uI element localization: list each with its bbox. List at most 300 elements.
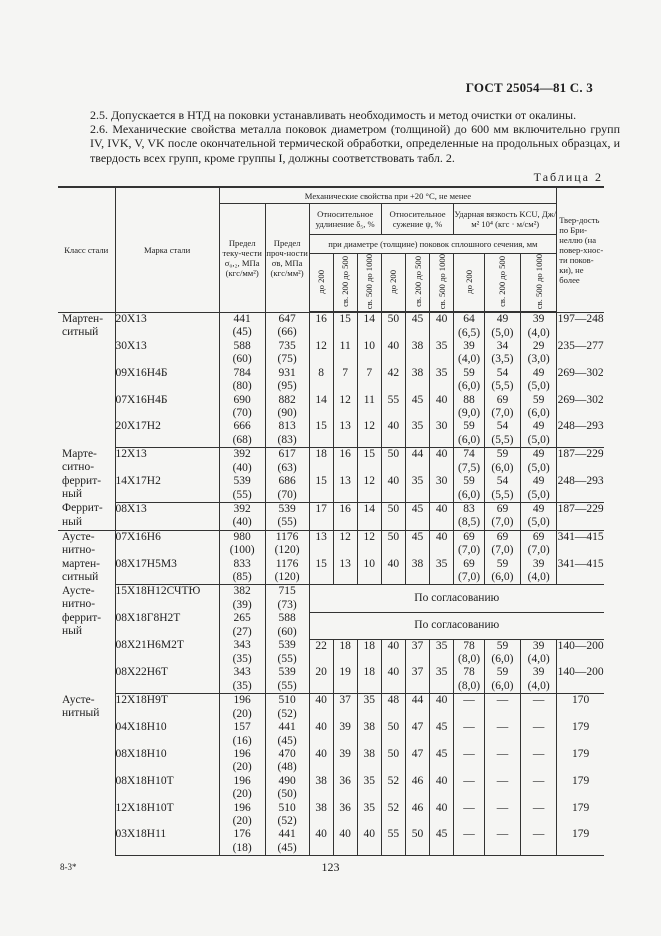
value-kgf: (4,0) (527, 653, 550, 666)
contraction: 45 (405, 530, 429, 557)
elongation: 13 (333, 558, 357, 585)
hardness: 341—415 (557, 530, 604, 557)
impact-strength (521, 502, 557, 530)
value: 49 (532, 448, 545, 461)
contraction: 40 (430, 502, 454, 530)
impact-strength (521, 340, 557, 367)
value-kgf: (6,0) (527, 407, 550, 420)
value-kgf: (6,0) (457, 433, 481, 446)
value: 735 (278, 340, 296, 353)
steel-brand: 07Х16Н4Б (115, 394, 219, 421)
yield-strength (219, 448, 265, 475)
value: 49 (532, 366, 545, 379)
elongation: 14 (357, 502, 381, 530)
value-kgf: (90) (277, 407, 297, 420)
value: 69 (496, 530, 509, 543)
header-hardness: Твер-дость по Бри-неллю (на повер-хнос-ти поков-ки), не более (557, 187, 604, 312)
value: 59 (496, 666, 509, 679)
yield-strength (219, 639, 265, 666)
value-kgf: (95) (277, 380, 297, 393)
elongation: 7 (357, 367, 381, 394)
contraction: 35 (405, 420, 429, 447)
contraction: 40 (430, 802, 454, 829)
elongation: 12 (357, 530, 381, 557)
page-header: ГОСТ 25054—81 С. 3 (465, 80, 593, 95)
contraction: 47 (405, 721, 429, 748)
impact-strength (454, 828, 485, 855)
steel-brand: 12Х18Н9Т (115, 694, 219, 721)
value: 617 (278, 448, 296, 461)
value: 69 (496, 393, 509, 406)
yield-strength (219, 475, 265, 502)
impact-strength (454, 748, 485, 775)
elongation: 13 (333, 420, 357, 447)
value: — (532, 774, 545, 787)
hardness: 269—302 (557, 367, 604, 394)
contraction: 50 (381, 748, 405, 775)
steel-class: Аусте-нитно-мартен-ситный (58, 530, 115, 585)
value: 588 (233, 340, 251, 353)
table-caption: Таблица 2 (533, 170, 603, 184)
sub-header: до 200 (309, 254, 333, 313)
yield-strength (219, 530, 265, 557)
contraction: 40 (430, 448, 454, 475)
steel-class: Марте-ситно-феррит-ный (58, 448, 115, 503)
tensile-strength (265, 448, 309, 475)
paragraph-2-6: 2.6. Механические свойства металла поковок диаметром (толщиной) до 600 мм включительно групп IV, IVK, V, VK после окончательной термической обработки, определенные на продольных образцах, и твердость всех групп, кроме группы I, должны соответствовать табл. 2. (90, 122, 620, 165)
impact-strength (521, 721, 557, 748)
yield-strength (219, 312, 265, 340)
impact-strength (454, 502, 485, 530)
value: 64 (463, 313, 475, 326)
value-kgf: (5,0) (527, 380, 550, 393)
table-row (58, 367, 604, 394)
value-kgf: (4,0) (527, 570, 550, 583)
elongation: 7 (333, 367, 357, 394)
contraction: 46 (405, 802, 429, 829)
value: 54 (496, 475, 509, 488)
tensile-strength (265, 312, 309, 340)
yield-strength (219, 420, 265, 447)
tensile-strength (265, 666, 309, 693)
elongation: 40 (309, 694, 333, 721)
value-kgf: (5,0) (527, 461, 550, 474)
value: 39 (532, 666, 545, 679)
footer-mark: 8-3* (60, 862, 77, 872)
tensile-strength (265, 585, 309, 612)
steel-brand: 20Х13 (115, 312, 219, 340)
header-diameter: при диаметре (толщине) поковок сплошного сечения, мм (309, 235, 557, 254)
value-kgf: (5,0) (527, 433, 550, 446)
hardness: 179 (557, 748, 604, 775)
table-body (58, 312, 604, 855)
steel-brand: 08Х18Н10 (115, 748, 219, 775)
impact-strength (484, 367, 520, 394)
contraction: 48 (381, 694, 405, 721)
impact-strength (454, 367, 485, 394)
value-kgf: (85) (232, 570, 252, 583)
yield-strength (219, 340, 265, 367)
table-row (58, 530, 604, 557)
value-kgf: (9,0) (457, 407, 481, 420)
elongation: 40 (309, 828, 333, 855)
contraction: 50 (381, 530, 405, 557)
yield-strength (219, 502, 265, 530)
value-kgf: (5,0) (527, 488, 550, 501)
table-row (58, 828, 604, 855)
value: 88 (463, 393, 475, 406)
value: 539 (278, 666, 296, 679)
header-contraction: Относительное сужение ψ, % (381, 204, 453, 235)
table-row (58, 721, 604, 748)
value-kgf: (50) (277, 788, 297, 801)
value: 686 (278, 475, 296, 488)
hardness: 140—200 (557, 666, 604, 693)
value: — (532, 694, 545, 707)
contraction: 44 (405, 448, 429, 475)
value: — (463, 694, 475, 707)
steel-class: Аусте-нитный (58, 694, 115, 856)
value-kgf: (60) (277, 625, 297, 638)
value-kgf: (5,5) (491, 380, 514, 393)
hardness: 197—248 (557, 312, 604, 340)
value-kgf: (40) (232, 516, 252, 529)
impact-strength (454, 394, 485, 421)
elongation: 13 (333, 475, 357, 502)
value-kgf: (80) (232, 380, 252, 393)
value-kgf: (68) (232, 433, 252, 446)
value-kgf: (16) (232, 734, 252, 747)
value: 196 (233, 774, 251, 787)
table-row (58, 694, 604, 721)
impact-strength (454, 721, 485, 748)
impact-strength (484, 530, 520, 557)
table-row (58, 558, 604, 585)
elongation: 35 (357, 775, 381, 802)
header-yield: Предел теку-чести σ₀,₂, МПа (кгс/мм²) (219, 204, 265, 313)
steel-brand: 08Х17Н5М3 (115, 558, 219, 585)
impact-strength (454, 340, 485, 367)
contraction: 35 (430, 666, 454, 693)
elongation: 38 (357, 748, 381, 775)
value-kgf: (8,0) (457, 653, 481, 666)
impact-strength (454, 639, 485, 666)
value: 539 (233, 475, 251, 488)
contraction: 40 (381, 475, 405, 502)
impact-strength (484, 420, 520, 447)
impact-strength (484, 666, 520, 693)
contraction: 40 (381, 420, 405, 447)
value-kgf: (60) (232, 353, 252, 366)
impact-strength (484, 721, 520, 748)
impact-strength (521, 312, 557, 340)
elongation: 15 (333, 312, 357, 340)
contraction: 40 (381, 558, 405, 585)
impact-strength (454, 530, 485, 557)
impact-strength (454, 558, 485, 585)
value-kgf: (83) (277, 433, 297, 446)
elongation: 14 (357, 312, 381, 340)
value: 510 (278, 694, 296, 707)
value: 441 (278, 828, 296, 841)
value: 49 (532, 420, 545, 433)
elongation: 12 (333, 530, 357, 557)
contraction: 40 (430, 694, 454, 721)
value-kgf: (45) (277, 734, 297, 747)
contraction: 50 (381, 312, 405, 340)
elongation: 18 (357, 639, 381, 666)
contraction: 35 (405, 475, 429, 502)
value-kgf: (7,0) (491, 516, 514, 529)
contraction: 38 (405, 367, 429, 394)
impact-strength (484, 694, 520, 721)
sub-header: св. 500 до 1000 (430, 254, 454, 313)
value-kgf: (6,5) (457, 326, 481, 339)
value: — (463, 721, 475, 734)
contraction: 50 (381, 721, 405, 748)
value-kgf: (20) (232, 788, 252, 801)
hardness: 179 (557, 721, 604, 748)
value-kgf: (39) (232, 598, 252, 611)
impact-strength (484, 475, 520, 502)
tensile-strength (265, 694, 309, 721)
hardness: 269—302 (557, 394, 604, 421)
value: — (532, 828, 545, 841)
impact-strength (454, 802, 485, 829)
value: 69 (463, 557, 475, 570)
table-row (58, 666, 604, 693)
value: 29 (532, 340, 545, 353)
impact-strength (454, 448, 485, 475)
sub-header: до 200 (381, 254, 405, 313)
elongation: 40 (333, 828, 357, 855)
value-kgf: (45) (232, 326, 252, 339)
value: 647 (278, 312, 296, 325)
contraction: 47 (405, 748, 429, 775)
tensile-strength (265, 612, 309, 639)
impact-strength (484, 448, 520, 475)
value: 1176 (275, 530, 299, 543)
contraction: 40 (430, 775, 454, 802)
value: 382 (233, 585, 251, 598)
value-kgf: (63) (277, 461, 297, 474)
impact-strength (521, 475, 557, 502)
steel-brand: 14Х17Н2 (115, 475, 219, 502)
yield-strength (219, 558, 265, 585)
contraction: 46 (405, 775, 429, 802)
value: 59 (496, 639, 509, 652)
value-kgf: (20) (232, 761, 252, 774)
value-kgf: (55) (277, 516, 297, 529)
value-kgf: (7,0) (491, 407, 514, 420)
elongation: 11 (357, 394, 381, 421)
tensile-strength (265, 420, 309, 447)
value: 39 (532, 639, 545, 652)
value: 931 (278, 366, 296, 379)
hardness: 187—229 (557, 502, 604, 530)
header-brand: Марка стали (115, 187, 219, 312)
yield-strength (219, 828, 265, 855)
elongation: 36 (333, 775, 357, 802)
value: — (496, 747, 509, 760)
value: 813 (278, 420, 296, 433)
value: 34 (496, 340, 509, 353)
value-kgf: (4,0) (527, 326, 550, 339)
value: 1176 (275, 557, 299, 570)
value-kgf: (20) (232, 814, 252, 827)
value-kgf: (70) (232, 407, 252, 420)
value: 343 (233, 639, 251, 652)
impact-strength (454, 312, 485, 340)
header-impact: Ударная вязкость KCU, Дж/м² 10⁴ (кгс · м/см²) (454, 204, 557, 235)
value: 54 (496, 420, 509, 433)
value: — (496, 774, 509, 787)
value-kgf: (6,0) (491, 679, 514, 692)
sub-header: св. 500 до 1000 (521, 254, 557, 313)
table-row (58, 775, 604, 802)
table-row (58, 475, 604, 502)
value: 157 (233, 721, 251, 734)
elongation: 12 (357, 420, 381, 447)
impact-strength (454, 694, 485, 721)
contraction: 45 (430, 748, 454, 775)
value: 59 (496, 448, 509, 461)
tensile-strength (265, 748, 309, 775)
tensile-strength (265, 475, 309, 502)
value: 833 (233, 557, 251, 570)
table-row (58, 639, 604, 666)
contraction: 40 (430, 394, 454, 421)
value: 69 (463, 530, 475, 543)
steel-brand: 08Х22Н6Т (115, 666, 219, 693)
value-kgf: (35) (232, 679, 252, 692)
yield-strength (219, 775, 265, 802)
value-kgf: (100) (229, 544, 255, 557)
table-row (58, 340, 604, 367)
contraction: 50 (405, 828, 429, 855)
contraction: 37 (405, 639, 429, 666)
elongation: 15 (309, 420, 333, 447)
hardness: 341—415 (557, 558, 604, 585)
elongation: 8 (309, 367, 333, 394)
yield-strength (219, 802, 265, 829)
elongation: 10 (357, 558, 381, 585)
elongation: 12 (309, 340, 333, 367)
header-class: Класс стали (58, 187, 115, 312)
impact-strength (521, 666, 557, 693)
elongation: 10 (357, 340, 381, 367)
value-kgf: (66) (277, 326, 297, 339)
table-row (58, 612, 604, 639)
contraction: 38 (405, 340, 429, 367)
yield-strength (219, 585, 265, 612)
value: 784 (233, 366, 251, 379)
value-kgf: (35) (232, 652, 252, 665)
value: — (532, 721, 545, 734)
value: 78 (463, 639, 475, 652)
table-row (58, 585, 604, 612)
value: 441 (233, 312, 251, 325)
contraction: 50 (381, 448, 405, 475)
value: — (532, 801, 545, 814)
elongation: 22 (309, 639, 333, 666)
value-kgf: (120) (274, 544, 300, 557)
value-kgf: (7,0) (491, 544, 514, 557)
value: 69 (532, 530, 545, 543)
elongation: 12 (357, 475, 381, 502)
value: 539 (278, 639, 296, 652)
elongation: 16 (333, 502, 357, 530)
value: 196 (233, 694, 251, 707)
value-kgf: (6,0) (491, 461, 514, 474)
value: — (463, 774, 475, 787)
contraction: 55 (381, 394, 405, 421)
impact-strength (521, 558, 557, 585)
value: 470 (278, 747, 296, 760)
value-kgf: (6,0) (457, 380, 481, 393)
contraction: 35 (430, 639, 454, 666)
hardness: 140—200 (557, 639, 604, 666)
contraction: 40 (381, 666, 405, 693)
tensile-strength (265, 530, 309, 557)
steel-brand: 08Х21Н6М2Т (115, 639, 219, 666)
contraction: 40 (430, 530, 454, 557)
elongation: 18 (333, 639, 357, 666)
elongation: 16 (333, 448, 357, 475)
value-kgf: (8,0) (457, 679, 481, 692)
impact-strength (484, 558, 520, 585)
value: 54 (496, 366, 509, 379)
contraction: 55 (381, 828, 405, 855)
value-kgf: (5,5) (491, 433, 514, 446)
sub-header: св. 500 до 1000 (357, 254, 381, 313)
impact-strength (454, 475, 485, 502)
elongation: 39 (333, 748, 357, 775)
impact-strength (484, 502, 520, 530)
value-kgf: (73) (277, 598, 297, 611)
value-kgf: (55) (277, 679, 297, 692)
impact-strength (484, 775, 520, 802)
impact-strength (484, 312, 520, 340)
agreement-note: По согласованию (309, 612, 604, 639)
elongation: 40 (309, 721, 333, 748)
contraction: 38 (405, 558, 429, 585)
value: — (463, 828, 475, 841)
value: 49 (496, 313, 509, 326)
tensile-strength (265, 340, 309, 367)
steel-class: Феррит-ный (58, 502, 115, 530)
table-row (58, 394, 604, 421)
elongation: 14 (309, 394, 333, 421)
impact-strength (521, 639, 557, 666)
elongation: 18 (309, 448, 333, 475)
steel-class: Мартен-ситный (58, 312, 115, 448)
impact-strength (521, 802, 557, 829)
value-kgf: (70) (277, 488, 297, 501)
hardness: 170 (557, 694, 604, 721)
value-kgf: (48) (277, 761, 297, 774)
hardness: 248—293 (557, 420, 604, 447)
value: 666 (233, 420, 251, 433)
table-row (58, 312, 604, 340)
paragraph-2-5: 2.5. Допускается в НТД на поковки устанавливать необходимость и метод очистки от окалины. (90, 108, 577, 122)
impact-strength (484, 340, 520, 367)
value-kgf: (45) (277, 841, 297, 854)
elongation: 40 (309, 748, 333, 775)
contraction: 35 (430, 558, 454, 585)
value: 980 (233, 530, 251, 543)
sub-header: до 200 (454, 254, 485, 313)
